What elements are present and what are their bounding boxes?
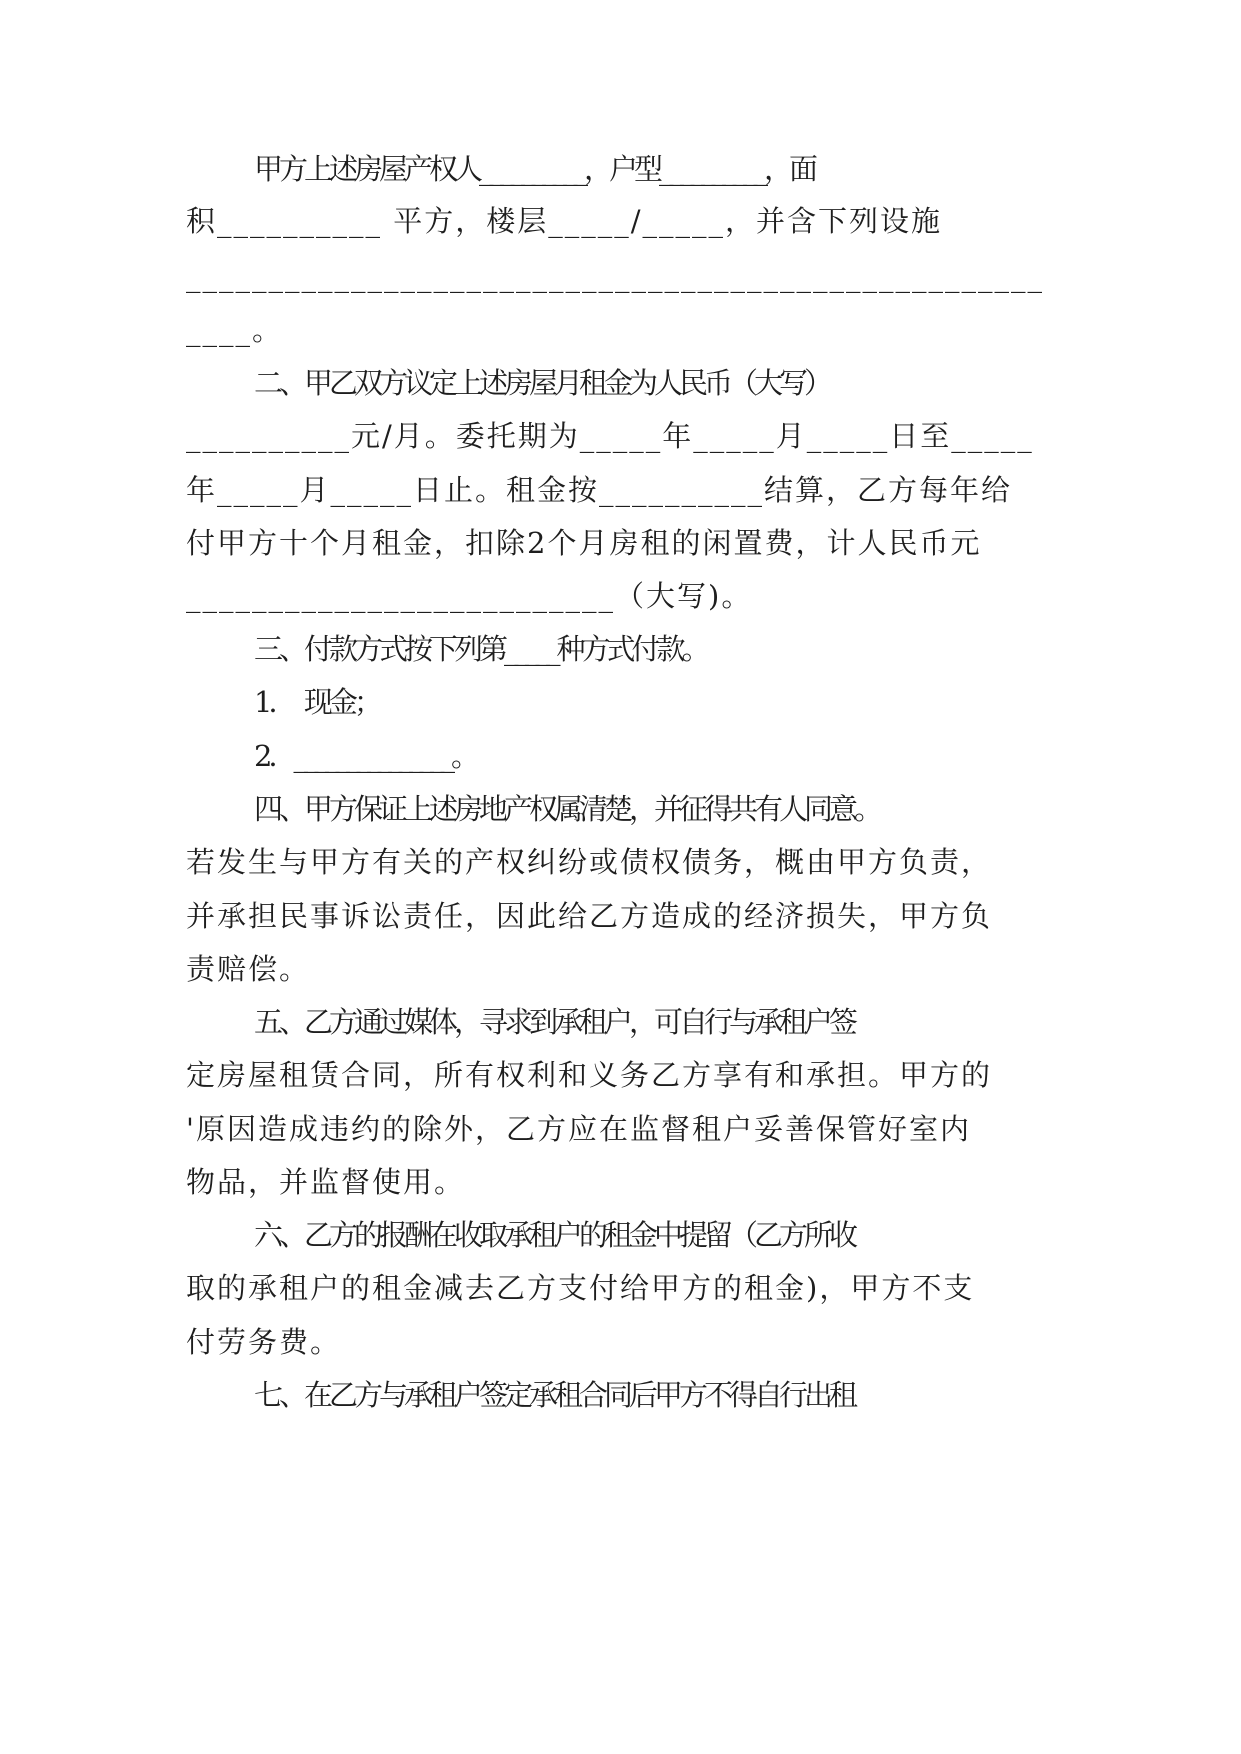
text-line: 三、付款方式按下列第_____种方式付款。 (254, 632, 707, 666)
text-line: __________________________（大写)。 (186, 579, 753, 613)
text-line: 物品，并监督使用。 (186, 1165, 466, 1199)
text-line: ____________________________________________________ (186, 259, 1044, 293)
text-line: 年_____月_____日止。租金按__________结算，乙方每年给 (186, 473, 1013, 507)
text-line: 付甲方十个月租金，扣除2个月房租的闲置费，计人民币元 (186, 526, 982, 560)
text-line: ____。 (186, 313, 284, 347)
text-line: 定房屋租赁合同，所有权利和义务乙方享有和承担。甲方的 (186, 1058, 993, 1092)
text-line: 积__________ 平方，楼层_____/_____，并含下列设施 (186, 204, 942, 238)
text-line: 取的承租户的租金减去乙方支付给甲方的租金)，甲方不支 (186, 1271, 975, 1305)
text-line: 若发生与甲方有关的产权纠纷或债权债务，概由甲方负责， (186, 845, 993, 879)
text-line: 五、乙方通过媒体，寻求到承租户，可自行与承租户签 (254, 1005, 855, 1039)
text-line: 责赔偿。 (186, 952, 311, 986)
text-line: 二、甲乙双方议定上述房屋月租金为人民币（大写） (254, 366, 830, 400)
text-line: 2．_______________。 (254, 739, 476, 773)
text-line: 七、在乙方与承租户签定承租合同后甲方不得自行出租 (254, 1378, 855, 1412)
text-line: '原因造成违约的除外，乙方应在监督租户妥善保管好室内 (186, 1112, 971, 1146)
text-line: 甲方上述房屋产权人__________，户型__________，面 (254, 152, 815, 186)
text-line: 四、甲方保证上述房地产权属清楚，并征得共有人同意。 (254, 792, 880, 826)
text-line: 并承担民事诉讼责任，因此给乙方造成的经济损失，甲方负 (186, 899, 993, 933)
text-line: __________元/月。委托期为_____年_____月_____日至_____ (186, 419, 1034, 453)
text-line: 付劳务费。 (186, 1325, 342, 1359)
text-line: 1． 现金； (254, 685, 379, 719)
text-line: 六、乙方的报酬在收取承租户的租金中提留（乙方所收 (254, 1218, 855, 1252)
